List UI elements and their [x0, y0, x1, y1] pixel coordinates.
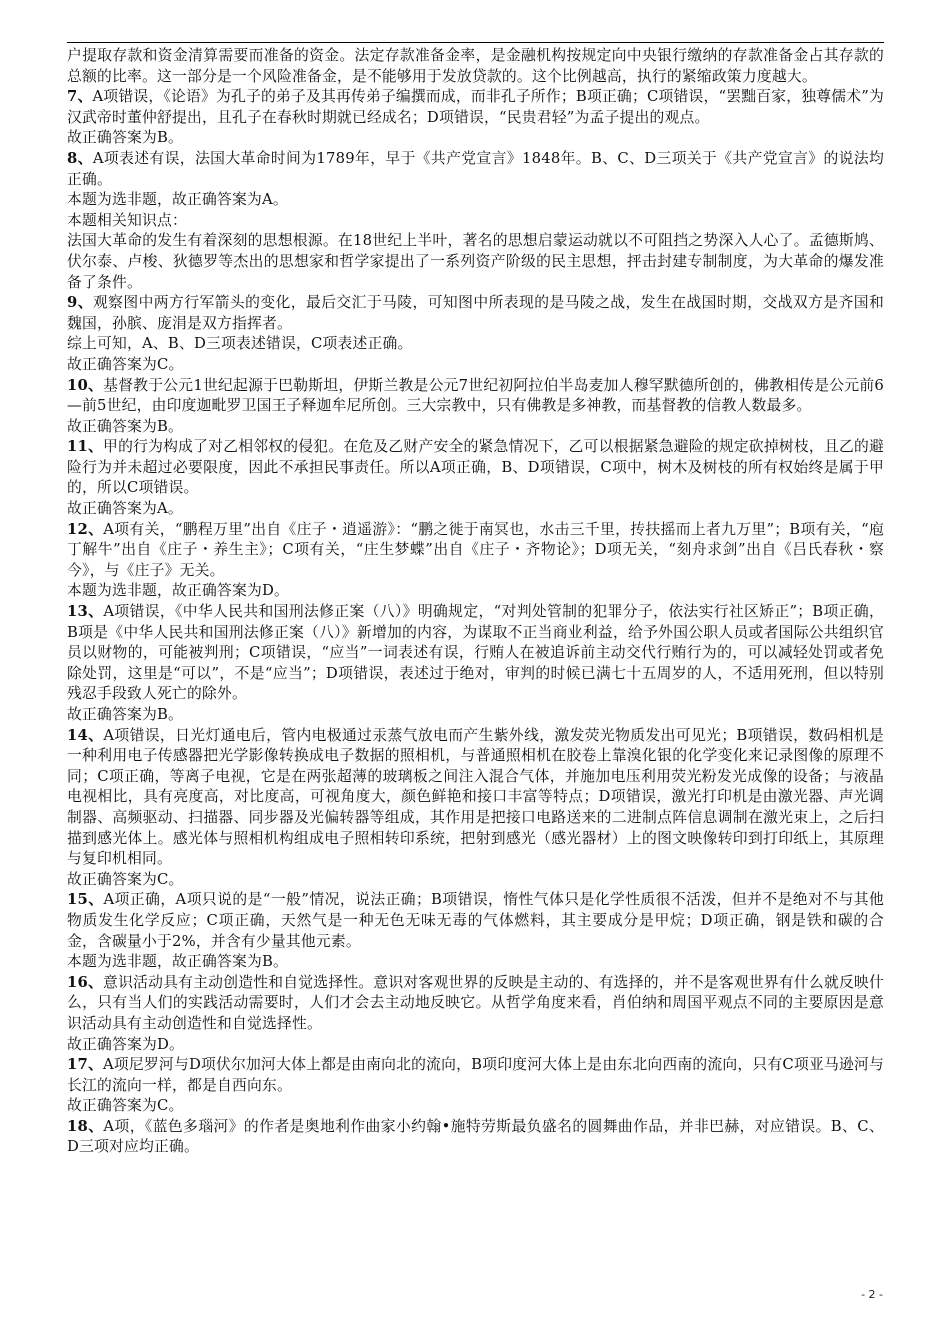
- summary-line: 综上可知，A、B、D三项表述错误，C项表述正确。: [67, 335, 413, 353]
- paragraph-text: 观察图中两方行军箭头的变化，最后交汇于马陵，可知图中所表现的是马陵之战，发生在战国时期，交战双方是齐国和魏国，孙膑、庞涓是双方指挥者。: [67, 294, 884, 332]
- question-16-explanation: [67, 973, 884, 1035]
- answer-line: 故正确答案为C。: [67, 870, 184, 888]
- question-8-explanation: [67, 149, 884, 190]
- paragraph-text: A项正确，A项只说的是“一般”情况，说法正确；B项错误，惰性气体只是化学性质很不活泼，但并不是绝对不与其他物质发生化学反应；C项正确，天然气是一种无色无味无毒的气体燃料，其主要成分是甲烷；D项正确，钢是铁和碳的合金，含碳量小于2%，并含有少量其他元素。: [67, 891, 884, 950]
- question-number: 11、: [67, 438, 104, 456]
- question-9-explanation: [67, 293, 884, 334]
- question-number: 14、: [67, 726, 104, 744]
- question-number: 13、: [67, 603, 104, 621]
- paragraph-text: 户提取存款和资金清算需要而准备的资金。法定存款准备金率，是金融机构按规定向中央银行缴纳的存款准备金占其存款的总额的比率。这一部分是一个风险准备金，是不能够用于发放贷款的。这个比例越高，执行的紧缩政策力度越大。: [67, 47, 884, 85]
- paragraph: [67, 46, 884, 87]
- knowledge-heading: 本题相关知识点：: [67, 211, 187, 229]
- question-number: 17、: [67, 1056, 104, 1074]
- question-number: 12、: [67, 520, 104, 538]
- paragraph-text: A项，《蓝色多瑙河》的作者是奥地利作曲家小约翰•施特劳斯最负盛名的圆舞曲作品，并非巴赫，对应错误。B、C、D三项对应均正确。: [67, 1117, 884, 1156]
- paragraph-text: A项错误，《论语》为孔子的弟子及其再传弟子编撰而成，而非孔子所作；B项正确；C项错误，“罢黜百家，独尊儒术”为汉武帝时董仲舒提出，且孔子在春秋时期就已经成名；D项错误，“民贵君轻”为孟子提出的观点。: [67, 88, 884, 126]
- answer-line: 故正确答案为B。: [67, 417, 184, 435]
- question-number: 18、: [67, 1117, 104, 1135]
- question-11-explanation: [67, 437, 884, 499]
- question-number: 9、: [67, 294, 93, 312]
- answer-line: 故正确答案为B。: [67, 706, 184, 723]
- answer-line: 故正确答案为C。: [67, 355, 184, 373]
- question-13-explanation: [67, 602, 884, 705]
- paragraph-text: 基督教于公元1世纪起源于巴勒斯坦，伊斯兰教是公元7世纪初阿拉伯半岛麦加人穆罕默德所创的，佛教相传是公元前6—前5世纪，由印度迦毗罗卫国王子释迦牟尼所创。三大宗教中，只有佛教是多神教，而基督教的信教人数最多。: [67, 376, 884, 415]
- question-number: 7、: [67, 88, 93, 106]
- answer-line: 故正确答案为B。: [67, 129, 184, 147]
- page-number: - 2 -: [861, 1288, 883, 1301]
- question-number: 8、: [67, 149, 93, 167]
- question-7-explanation: [67, 87, 884, 128]
- answer-line: 本题为选非题，故正确答案为B。: [67, 953, 289, 971]
- answer-explanations: [67, 46, 884, 1158]
- header-rule: [67, 42, 884, 43]
- answer-line: 本题为选非题，故正确答案为D。: [67, 582, 290, 600]
- answer-line: 故正确答案为C。: [67, 1097, 184, 1115]
- question-10-explanation: [67, 376, 884, 417]
- question-18-explanation: [67, 1117, 884, 1158]
- knowledge-paragraph: 法国大革命的发生有着深刻的思想根源。在18世纪上半叶，著名的思想启蒙运动就以不可阻挡之势深入人心了。孟德斯鸠、伏尔泰、卢梭、狄德罗等杰出的思想家和哲学家提出了一系列资产阶级的民主思想，抨击封建专制制度，为大革命的爆发准备了条件。: [67, 232, 884, 291]
- paragraph-text: A项错误，《中华人民共和国刑法修正案（八）》明确规定，“对判处管制的犯罪分子，依法实行社区矫正”；B项正确，B项是《中华人民共和国刑法修正案（八）》新增加的内容，为谋取不正当商业利益，给予外国公职人员或者国际公共组织官员以财物的，可能被判刑；C项错误，“应当”一词表述有误，行贿人在被追诉前主动交代行贿行为的，可以减轻处罚或者免除处罚，这里是“可以”，不是“应当”；D项错误，表述过于绝对，审判的时候已满七十五周岁的人，不适用死刑，但以特别残忍手段致人死亡的除外。: [67, 603, 884, 703]
- question-14-explanation: [67, 726, 884, 870]
- question-17-explanation: [67, 1055, 884, 1096]
- question-number: 15、: [67, 891, 104, 909]
- paragraph-text: A项尼罗河与D项伏尔加河大体上都是由南向北的流向，B项印度河大体上是由东北向西南的流向，只有C项亚马逊河与长江的流向一样，都是自西向东。: [67, 1056, 884, 1094]
- answer-line: 故正确答案为A。: [67, 500, 183, 518]
- answer-line: 本题为选非题，故正确答案为A。: [67, 191, 288, 209]
- paragraph-text: 意识活动具有主动创造性和自觉选择性。意识对客观世界的反映是主动的、有选择的，并不是客观世界有什么就反映什么，只有当人们的实践活动需要时，人们才会去主动地反映它。从哲学角度来看，肖伯纳和周国平观点不同的主要原因是意识活动具有主动创造性和自觉选择性。: [67, 973, 885, 1032]
- paragraph-text: A项错误，日光灯通电后，管内电极通过汞蒸气放电而产生紫外线，激发荧光物质发出可见光；B项错误，数码相机是一种利用电子传感器把光学影像转换成电子数据的照相机，与普通照相机在胶卷上靠溴化银的化学变化来记录图像的原理不同；C项正确，等离子电视，它是在两张超薄的玻璃板之间注入混合气体，并施加电压利用荧光粉发光成像的设备；与液晶电视相比，具有亮度高，对比度高，可视角度大，颜色鲜艳和接口丰富等特点；D项错误，激光打印机是由激光器、声光调制器、高频驱动、扫描器、同步器及光偏转器等组成，其作用是把接口电路送来的二进制点阵信息调制在激光束上，之后扫描到感光体上。感光体与照相机构组成电子照相转印系统，把射到感光（感光器材）上的图文映像转印到打印纸上，其原理与复印机相同。: [67, 726, 884, 868]
- paragraph-text: 甲的行为构成了对乙相邻权的侵犯。在危及乙财产安全的紧急情况下，乙可以根据紧急避险的规定砍掉树枝，且乙的避险行为并未超过必要限度，因此不承担民事责任。所以A项正确，B、D项错误，C项中，树木及树枝的所有权始终是属于甲的，所以C项错误。: [67, 438, 885, 497]
- answer-line: 故正确答案为D。: [67, 1035, 185, 1053]
- paragraph-text: A项表述有误，法国大革命时间为1789年，早于《共产党宣言》1848年。B、C、D三项关于《共产党宣言》的说法均正确。: [67, 149, 884, 188]
- question-15-explanation: [67, 890, 884, 952]
- question-number: 10、: [67, 376, 104, 394]
- paragraph-text: A项有关，“鹏程万里”出自《庄子・逍遥游》：“鹏之徙于南冥也，水击三千里，抟扶摇而上者九万里”；B项有关，“庖丁解牛”出自《庄子・养生主》；C项有关，“庄生梦蝶”出自《庄子・齐物论》；D项无关，“刻舟求剑”出自《吕氏春秋・察今》，与《庄子》无关。: [67, 520, 884, 579]
- question-12-explanation: [67, 520, 884, 582]
- question-number: 16、: [67, 973, 104, 991]
